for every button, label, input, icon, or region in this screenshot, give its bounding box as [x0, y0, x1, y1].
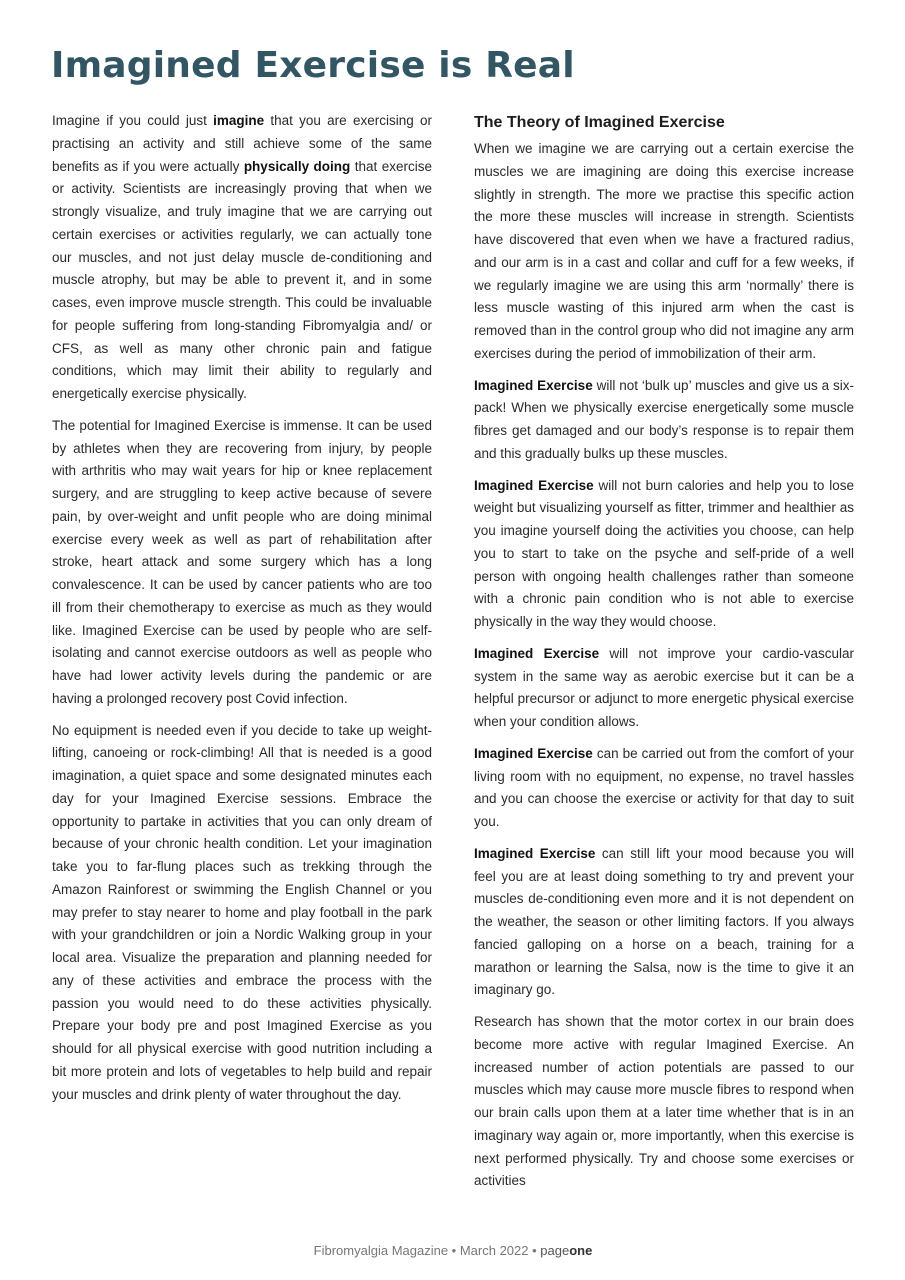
bold-text: Imagined Exercise: [474, 645, 600, 661]
text-segment: The potential for Imagined Exercise is immense. It can be used by athletes when they are recovering from injury, by people with arthritis who may wait years for hip or knee replacement surgery, and are struggling to keep active because of severe pain, by over-weight and unfit people who are doing minimal exercise every week as well as part of rehabilitation after stroke, heart attack and some surgery which has a long convalescence. It can be used by cancer patients who are too ill from their chemotherapy to exercise as much as they would like. Imagined Exercise can be used by people who are self-isolating and cannot exercise outdoors as well as people who have had lower activity levels during the pandemic or are having a prolonged recovery post Covid infection.: [52, 417, 432, 706]
paragraph: [474, 1011, 854, 1193]
text-segment: that you are exercising or practising an activity and still achieve some of the same benefits as if you were actually: [52, 113, 432, 174]
page-footer: [52, 1226, 854, 1280]
bold-text: imagine: [213, 113, 265, 128]
text-segment: Research has shown that the motor cortex in our brain does become more active with regular Imagined Exercise. An increased number of action potentials are passed to our muscles which may cause more muscle fibres to respond when our brain calls upon them at a later time whether that is in an imaginary way again or, more importantly, when this exercise is next performed physically. Try and choose some exercises or activities: [474, 1014, 854, 1189]
section-heading: The Theory of Imagined Exercise: [474, 114, 725, 131]
bold-text: Imagined Exercise: [474, 845, 596, 861]
page-word: one: [569, 1243, 593, 1258]
columns: [52, 110, 854, 1202]
page-prefix: page: [540, 1243, 570, 1258]
paragraph: [474, 843, 854, 1002]
bold-text: Imagined Exercise: [474, 377, 593, 393]
page-title: Imagined Exercise is Real: [51, 45, 575, 86]
left-column: [52, 110, 432, 1115]
text-segment: No equipment is needed even if you decide to take up weight-lifting, canoeing or rock-climbing! All that is needed is a good imagination, a quiet space and some designated minutes each day for your Imagined Exercise sessions. Embrace the opportunity to partake in activities that you can only dream of because of your chronic health condition. Let your imagination take you to far-flung places such as trekking through the Amazon Rainforest or swimming the English Channel or you may prefer to stay nearer to home and play football in the park with your grandchildren or join a Nordic Walking group in your local area. Visualize the preparation and planning needed for any of these activities and embrace the process with the passion you would need to do these activities physically. Prepare your body pre and post Imagined Exercise as you should for all physical exercise with good nutrition including a bit more protein and lots of vegetables to help build and repair your muscles and drink plenty of water throughout the day.: [52, 722, 432, 1102]
text-segment: When we imagine we are carrying out a certain exercise the muscles we are imagining are doing this exercise increase slightly in strength. The more we practise this specific action the more these muscles will increase in strength. Scientists have discovered that even when we have a fractured radius, and our arm is in a cast and collar and cuff for a few weeks, if we regularly imagine we are using this arm ‘normally’ there is less muscle wasting of this injured arm when the cast is removed than in the control group who did not imagine any arm exercises during the period of immobilization of their arm.: [474, 141, 854, 361]
paragraph: [474, 475, 854, 634]
right-column: [474, 111, 854, 1202]
text-segment: will not ‘bulk up’ muscles and give us a six-pack! When we physically exercise energetically some muscle fibres get damaged and our body’s response is to repair them and this gradually bulks up these muscles.: [474, 377, 854, 461]
text-segment: that exercise or activity. Scientists are increasingly proving that when we strongly visualize, and truly imagine that we are carrying out certain exercises or activities regularly, we can actually tone our muscles, and not just delay muscle de-conditioning and muscle atrophy, but may be able to prevent it, and in some cases, even improve muscle strength. This could be invaluable for people suffering from long-standing Fibromyalgia and/ or CFS, as well as many other chronic pain and fatigue conditions, which may limit their ability to regularly and energetically exercise physically.: [52, 158, 432, 401]
text-segment: can still lift your mood because you will feel you are at least doing something to try and prevent your muscles de-conditioning even more and it is not dependent on the weather, the season or other limiting factors. If you always fancied galloping on a horse on a beach, training for a marathon or learning the Salsa, now is the time to give it an imaginary go.: [474, 845, 855, 998]
paragraph: [474, 743, 854, 834]
bold-text: Imagined Exercise: [474, 477, 594, 493]
text-segment: Imagine if you could just: [52, 113, 214, 128]
text-segment: will not improve your cardio-vascular system in the same way as aerobic exercise but it can be a helpful precursor or adjunct to more energetic physical exercise when your condition allows.: [474, 645, 855, 729]
paragraph: [52, 720, 432, 1107]
bold-text: Imagined Exercise: [474, 745, 593, 761]
page-number: [540, 1243, 592, 1258]
paragraph: [474, 375, 854, 466]
paragraph: [52, 415, 432, 711]
bold-text: physically doing: [243, 158, 351, 174]
paragraph: [474, 643, 854, 734]
paragraph: [52, 110, 432, 406]
footer-publication: Fibromyalgia Magazine • March 2022 •: [313, 1243, 541, 1258]
paragraph: [474, 138, 854, 366]
text-segment: will not burn calories and help you to lose weight but visualizing yourself as fitter, trimmer and healthier as you imagine yourself doing the activities you choose, can help you to start to take on the psyche and self-pride of a well person with ongoing health challenges rather than someone with a chronic pain condition who is not able to exercise physically in the way they would choose.: [474, 477, 854, 629]
text-segment: can be carried out from the comfort of your living room with no equipment, no expense, no travel hassles and you can choose the exercise or activity for that day to suit you.: [474, 745, 855, 829]
right-column-body: [474, 138, 854, 1193]
